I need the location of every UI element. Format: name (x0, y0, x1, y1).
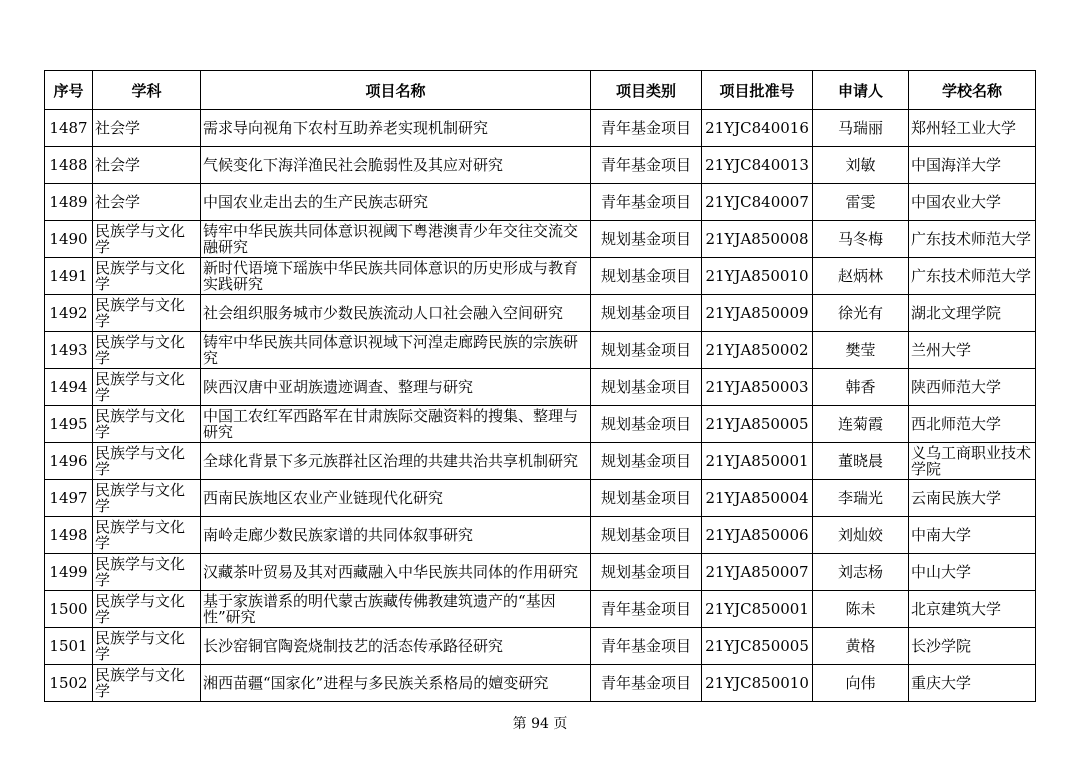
row-approval-number: 21YJA850003 (702, 369, 813, 406)
table-row (45, 147, 1036, 184)
row-discipline: 民族学与文化学 (93, 517, 201, 554)
row-approval-number: 21YJA850007 (702, 554, 813, 591)
row-approval-number: 21YJA850004 (702, 480, 813, 517)
row-category: 规划基金项目 (591, 258, 702, 295)
row-category: 青年基金项目 (591, 147, 702, 184)
row-school: 长沙学院 (909, 628, 1036, 665)
row-category: 规划基金项目 (591, 406, 702, 443)
row-index: 1499 (45, 554, 93, 591)
row-school: 中南大学 (909, 517, 1036, 554)
row-project-name: 基于家族谱系的明代蒙古族藏传佛教建筑遗产的“基因性”研究 (201, 591, 591, 628)
row-index: 1490 (45, 221, 93, 258)
row-project-name: 铸牢中华民族共同体意识视域下河湟走廊跨民族的宗族研究 (201, 332, 591, 369)
row-discipline: 民族学与文化学 (93, 258, 201, 295)
row-approval-number: 21YJC840016 (702, 110, 813, 147)
row-index: 1502 (45, 665, 93, 702)
row-index: 1494 (45, 369, 93, 406)
row-approval-number: 21YJC850005 (702, 628, 813, 665)
row-category: 青年基金项目 (591, 665, 702, 702)
row-approval-number: 21YJA850006 (702, 517, 813, 554)
row-applicant: 刘灿姣 (813, 517, 909, 554)
table-row (45, 110, 1036, 147)
row-applicant: 马冬梅 (813, 221, 909, 258)
row-category: 规划基金项目 (591, 221, 702, 258)
row-project-name: 汉藏茶叶贸易及其对西藏融入中华民族共同体的作用研究 (201, 554, 591, 591)
row-school: 中国农业大学 (909, 184, 1036, 221)
header-discipline: 学科 (93, 71, 201, 110)
row-discipline: 民族学与文化学 (93, 221, 201, 258)
row-index: 1489 (45, 184, 93, 221)
row-project-name: 中国工农红军西路军在甘肃族际交融资料的搜集、整理与研究 (201, 406, 591, 443)
row-approval-number: 21YJC850001 (702, 591, 813, 628)
row-applicant: 马瑞丽 (813, 110, 909, 147)
row-school: 义乌工商职业技术学院 (909, 443, 1036, 480)
table-row (45, 221, 1036, 258)
table-row (45, 295, 1036, 332)
row-school: 陕西师范大学 (909, 369, 1036, 406)
row-index: 1497 (45, 480, 93, 517)
row-index: 1500 (45, 591, 93, 628)
table-row (45, 258, 1036, 295)
header-project-name: 项目名称 (201, 71, 591, 110)
row-approval-number: 21YJC850010 (702, 665, 813, 702)
row-category: 规划基金项目 (591, 554, 702, 591)
row-school: 中山大学 (909, 554, 1036, 591)
table-row (45, 554, 1036, 591)
table-row (45, 406, 1036, 443)
row-discipline: 社会学 (93, 110, 201, 147)
header-applicant: 申请人 (813, 71, 909, 110)
row-project-name: 需求导向视角下农村互助养老实现机制研究 (201, 110, 591, 147)
row-approval-number: 21YJA850001 (702, 443, 813, 480)
row-project-name: 中国农业走出去的生产民族志研究 (201, 184, 591, 221)
row-applicant: 董晓晨 (813, 443, 909, 480)
row-index: 1488 (45, 147, 93, 184)
row-discipline: 民族学与文化学 (93, 665, 201, 702)
row-discipline: 社会学 (93, 147, 201, 184)
table-row (45, 517, 1036, 554)
table-row (45, 443, 1036, 480)
row-applicant: 向伟 (813, 665, 909, 702)
row-approval-number: 21YJC840007 (702, 184, 813, 221)
header-school: 学校名称 (909, 71, 1036, 110)
row-category: 规划基金项目 (591, 369, 702, 406)
row-category: 规划基金项目 (591, 443, 702, 480)
row-index: 1501 (45, 628, 93, 665)
row-applicant: 刘志杨 (813, 554, 909, 591)
row-applicant: 刘敏 (813, 147, 909, 184)
row-approval-number: 21YJA850002 (702, 332, 813, 369)
table-row (45, 332, 1036, 369)
row-discipline: 民族学与文化学 (93, 332, 201, 369)
row-approval-number: 21YJA850010 (702, 258, 813, 295)
row-project-name: 南岭走廊少数民族家谱的共同体叙事研究 (201, 517, 591, 554)
row-project-name: 全球化背景下多元族群社区治理的共建共治共享机制研究 (201, 443, 591, 480)
row-school: 广东技术师范大学 (909, 258, 1036, 295)
row-school: 北京建筑大学 (909, 591, 1036, 628)
row-project-name: 西南民族地区农业产业链现代化研究 (201, 480, 591, 517)
row-discipline: 民族学与文化学 (93, 406, 201, 443)
row-category: 青年基金项目 (591, 591, 702, 628)
row-school: 中国海洋大学 (909, 147, 1036, 184)
row-applicant: 陈未 (813, 591, 909, 628)
row-approval-number: 21YJA850005 (702, 406, 813, 443)
row-project-name: 陕西汉唐中亚胡族遗迹调查、整理与研究 (201, 369, 591, 406)
table-row (45, 369, 1036, 406)
row-school: 重庆大学 (909, 665, 1036, 702)
row-category: 规划基金项目 (591, 295, 702, 332)
row-index: 1492 (45, 295, 93, 332)
row-discipline: 民族学与文化学 (93, 554, 201, 591)
row-discipline: 民族学与文化学 (93, 369, 201, 406)
row-index: 1491 (45, 258, 93, 295)
table-row (45, 184, 1036, 221)
row-approval-number: 21YJC840013 (702, 147, 813, 184)
row-approval-number: 21YJA850009 (702, 295, 813, 332)
row-applicant: 连菊霞 (813, 406, 909, 443)
row-applicant: 李瑞光 (813, 480, 909, 517)
row-applicant: 樊莹 (813, 332, 909, 369)
row-category: 青年基金项目 (591, 628, 702, 665)
row-school: 湖北文理学院 (909, 295, 1036, 332)
row-category: 规划基金项目 (591, 480, 702, 517)
row-index: 1495 (45, 406, 93, 443)
row-index: 1498 (45, 517, 93, 554)
row-index: 1493 (45, 332, 93, 369)
row-school: 广东技术师范大学 (909, 221, 1036, 258)
row-category: 规划基金项目 (591, 517, 702, 554)
row-discipline: 民族学与文化学 (93, 628, 201, 665)
row-school: 云南民族大学 (909, 480, 1036, 517)
table-row (45, 480, 1036, 517)
table-row (45, 665, 1036, 702)
row-discipline: 民族学与文化学 (93, 295, 201, 332)
row-school: 郑州轻工业大学 (909, 110, 1036, 147)
row-applicant: 韩香 (813, 369, 909, 406)
header-category: 项目类别 (591, 71, 702, 110)
table-body (45, 110, 1036, 702)
row-project-name: 长沙窑铜官陶瓷烧制技艺的活态传承路径研究 (201, 628, 591, 665)
row-approval-number: 21YJA850008 (702, 221, 813, 258)
row-discipline: 民族学与文化学 (93, 591, 201, 628)
row-project-name: 湘西苗疆“国家化”进程与多民族关系格局的嬗变研究 (201, 665, 591, 702)
row-discipline: 社会学 (93, 184, 201, 221)
row-category: 青年基金项目 (591, 110, 702, 147)
row-school: 兰州大学 (909, 332, 1036, 369)
table-row (45, 628, 1036, 665)
row-index: 1496 (45, 443, 93, 480)
row-applicant: 赵炳林 (813, 258, 909, 295)
header-approval-number: 项目批准号 (702, 71, 813, 110)
row-category: 规划基金项目 (591, 332, 702, 369)
page-number: 第 94 页 (512, 716, 568, 732)
table-header-row (45, 71, 1036, 110)
table-row (45, 591, 1036, 628)
header-index: 序号 (45, 71, 93, 110)
row-index: 1487 (45, 110, 93, 147)
row-project-name: 社会组织服务城市少数民族流动人口社会融入空间研究 (201, 295, 591, 332)
row-category: 青年基金项目 (591, 184, 702, 221)
row-discipline: 民族学与文化学 (93, 443, 201, 480)
project-table (44, 70, 1036, 702)
row-applicant: 黄格 (813, 628, 909, 665)
row-school: 西北师范大学 (909, 406, 1036, 443)
row-project-name: 新时代语境下瑶族中华民族共同体意识的历史形成与教育实践研究 (201, 258, 591, 295)
row-project-name: 气候变化下海洋渔民社会脆弱性及其应对研究 (201, 147, 591, 184)
row-applicant: 徐光有 (813, 295, 909, 332)
row-applicant: 雷雯 (813, 184, 909, 221)
row-project-name: 铸牢中华民族共同体意识视阈下粤港澳青少年交往交流交融研究 (201, 221, 591, 258)
row-discipline: 民族学与文化学 (93, 480, 201, 517)
